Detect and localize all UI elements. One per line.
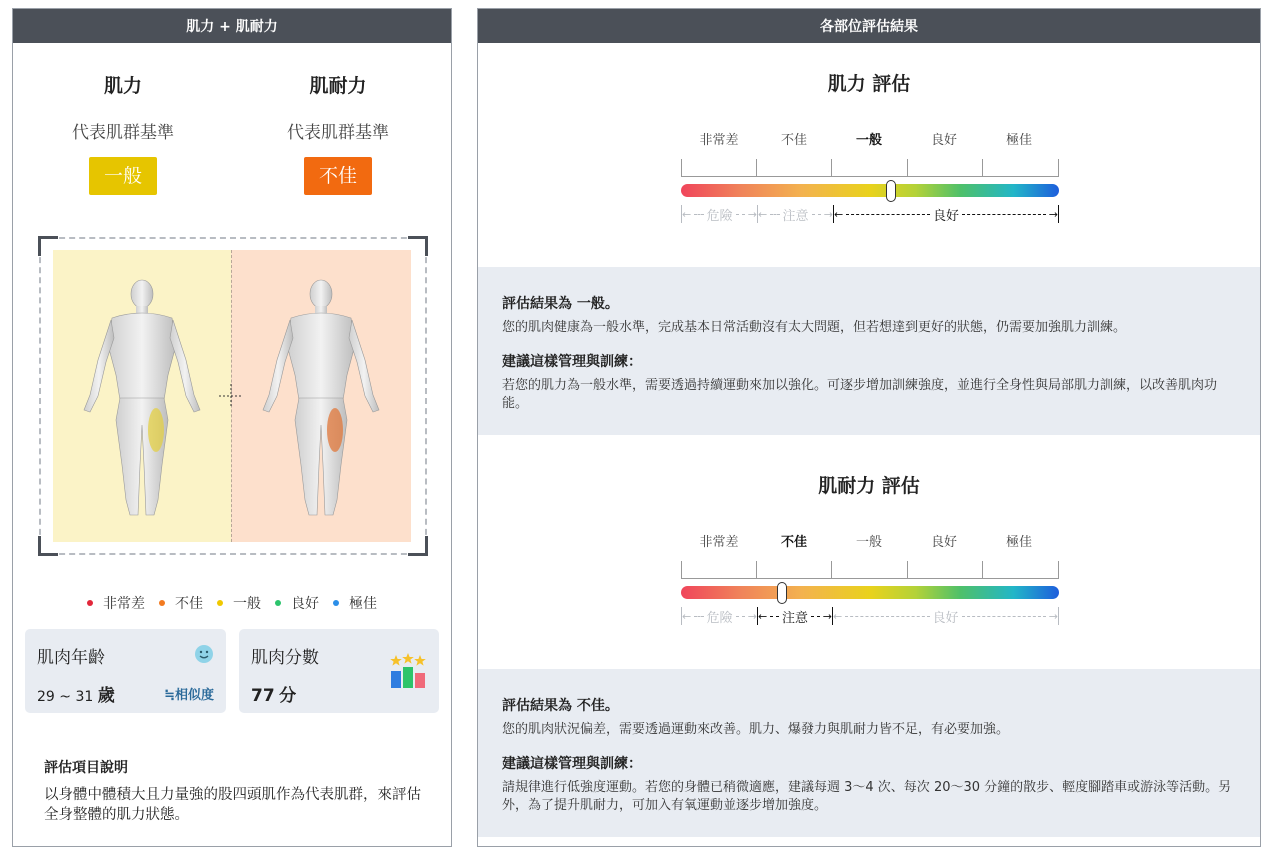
legend-item (217, 593, 261, 613)
grade-legend (13, 593, 451, 613)
dot-icon (275, 600, 281, 606)
endurance-title: 肌耐力 (309, 75, 367, 97)
zone-caution-active: ← 注意 → (757, 607, 833, 625)
strength-marker (886, 180, 896, 202)
legend-item (275, 593, 319, 613)
strength-result-text: 您的肌肉健康為一般水準，完成基本日常活動沒有太大問題，但若想達到更好的狀態，仍需要加強肌力訓練。 (502, 320, 1127, 335)
legend-item (87, 593, 145, 613)
frame-corner (408, 536, 428, 556)
dot-icon (333, 600, 339, 606)
endurance-metric (258, 71, 418, 195)
zone-good-active: ← 良好 → (833, 205, 1059, 223)
endurance-gradient-bar (681, 586, 1059, 599)
zone-good: ← 良好 → (833, 607, 1059, 625)
legend-label: 良好 (291, 596, 319, 612)
endurance-result-box (478, 669, 1260, 837)
strength-result-box (478, 267, 1260, 435)
body-comparison-frame (39, 237, 427, 555)
strength-scale-labels (681, 129, 1057, 149)
strength-advice-text: 若您的肌力為一般水準，需要透過持續運動來加以強化。可逐步增加訓練強度，並進行全身性與局部肌力訓練，以改善肌肉功能。 (502, 378, 1218, 411)
muscle-age-card (25, 629, 226, 713)
scale-label: 極佳 (1005, 133, 1032, 148)
dot-icon (159, 600, 165, 606)
strength-body-figure (84, 280, 200, 515)
scale-label: 非常差 (699, 535, 739, 550)
legend-label: 一般 (233, 596, 261, 612)
legend-item (333, 593, 377, 613)
dot-icon (217, 600, 223, 606)
endurance-advice-title: 建議這樣管理與訓練： (502, 756, 642, 772)
muscle-age-title: 肌肉年齡 (37, 648, 105, 668)
legend-label: 極佳 (349, 596, 377, 612)
muscle-age-range: 29 ~ 31 (37, 689, 94, 705)
endurance-scale-labels (681, 531, 1057, 551)
crosshair-icon (219, 384, 243, 408)
strength-metric (43, 71, 203, 195)
strength-title: 肌力 (103, 75, 142, 97)
frame-corner (38, 536, 58, 556)
smiley-icon (194, 644, 214, 664)
explanation-text: 以身體中體積大且力量強的股四頭肌作為代表肌群，來評估全身整體的肌力狀態。 (44, 787, 421, 823)
legend-label: 非常差 (103, 596, 145, 612)
strength-zone-row (681, 205, 1059, 223)
scale-label-active: 一般 (855, 133, 882, 148)
frame-corner (408, 236, 428, 256)
muscle-score-value (251, 681, 296, 706)
strength-grade-badge: 一般 (89, 157, 157, 195)
zone-danger: ← 危險 → (681, 607, 757, 625)
dot-icon (87, 600, 93, 606)
legend-label: 不佳 (175, 596, 203, 612)
zone-caution: ← 注意 → (757, 205, 833, 223)
strength-section-title: 肌力 評估 (827, 73, 911, 95)
strength-scale-ticks (681, 159, 1059, 177)
results-panel (477, 8, 1261, 847)
score-chart-icon (389, 653, 427, 689)
muscle-score-number: 77 (251, 686, 275, 706)
endurance-subtitle: 代表肌群基準 (287, 123, 389, 143)
strength-result-title: 評估結果為 一般。 (502, 296, 619, 312)
endurance-zone-row (681, 607, 1059, 625)
explanation-title: 評估項目說明 (44, 760, 128, 776)
strength-subtitle: 代表肌群基準 (72, 123, 174, 143)
endurance-section-title: 肌耐力 評估 (818, 475, 920, 497)
scale-label-active: 不佳 (780, 535, 807, 550)
endurance-advice-text: 請規律進行低強度運動。若您的身體已稍微適應，建議每週 3～4 次、每次 20～30 分鐘的散步、輕度腳踏車或游泳等活動。另外，為了提升肌耐力，可加入有氧運動並逐步增加強度。 (502, 780, 1232, 813)
muscle-score-card (239, 629, 439, 713)
muscle-age-value (37, 681, 115, 706)
zone-danger: ← 危險 → (681, 205, 757, 223)
endurance-scale-ticks (681, 561, 1059, 579)
endurance-grade-badge: 不佳 (304, 157, 372, 195)
muscle-age-unit: 歲 (97, 686, 115, 706)
scale-label: 一般 (855, 535, 882, 550)
muscle-score-unit: 分 (279, 686, 297, 706)
summary-panel-header: 肌力 + 肌耐力 (13, 9, 451, 43)
scale-label: 不佳 (780, 133, 807, 148)
strength-advice-title: 建議這樣管理與訓練： (502, 354, 642, 370)
endurance-result-text: 您的肌肉狀況偏差，需要透過運動來改善。肌力、爆發力與肌耐力皆不足，有必要加強。 (502, 722, 1010, 737)
scale-label: 極佳 (1005, 535, 1032, 550)
frame-corner (38, 236, 58, 256)
results-panel-header: 各部位評估結果 (478, 9, 1260, 43)
endurance-body-figure (263, 280, 379, 515)
endurance-marker (777, 582, 787, 604)
scale-label: 良好 (930, 133, 957, 148)
similarity-link[interactable]: ≒相似度 (164, 688, 214, 703)
body-figures-image (53, 250, 411, 542)
scale-label: 良好 (930, 535, 957, 550)
summary-panel (12, 8, 452, 847)
endurance-result-title: 評估結果為 不佳。 (502, 698, 619, 714)
strength-gradient-bar (681, 184, 1059, 197)
muscle-score-title: 肌肉分數 (251, 648, 319, 668)
explanation-section (44, 757, 434, 825)
scale-label: 非常差 (699, 133, 739, 148)
legend-item (159, 593, 203, 613)
